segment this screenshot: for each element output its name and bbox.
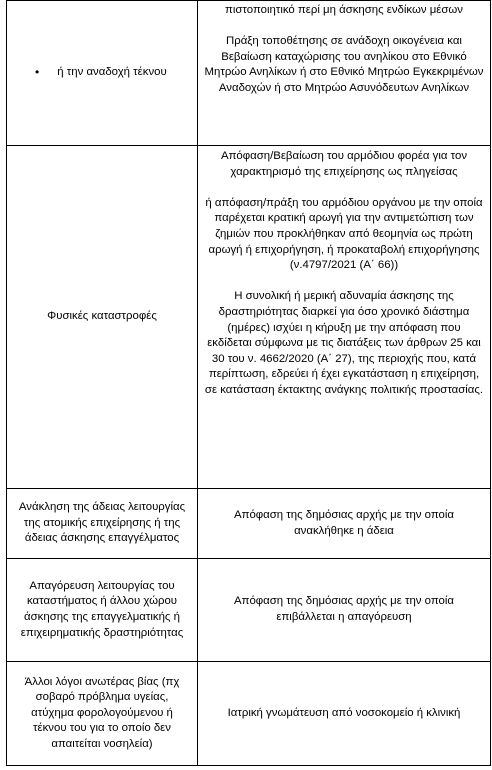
table-cell-left: [7, 489, 198, 559]
table-cell-right: [198, 662, 491, 766]
cell-text: Άλλοι λόγοι ανωτέρας βίας (πχ σοβαρό πρόβλημα υγείας, ατύχημα φορολογούμενου ή τέκνου του για το οποίο δεν απαιτείται νοσηλεία): [24, 675, 180, 750]
cell-text: Απαγόρευση λειτουργίας του καταστήματος ή άλλου χώρου άσκησης της επαγγελματικής ή επιχειρηματικής δραστηριότητας: [20, 579, 184, 639]
cell-text: ή την αναδοχή τέκνου: [57, 66, 167, 79]
table-cell-left: [7, 662, 198, 766]
document-table: [6, 0, 491, 766]
table-cell-right: [198, 489, 491, 559]
cell-paragraph: Η συνολική ή μερική αδυναμία άσκησης της δραστηριότητας διαρκεί για όσο χρονικό διάστημα (ημέρες) ισχύει η κήρυξη με την απόφαση που εκδίδεται σύμφωνα με τις διατάξεις των άρθρων 25 και 30 του ν. 4662/2020 (Α΄ 27), της περιοχής που, κατά περίπτωση, εδρεύει ή έχει εγκατάσταση η επιχείρηση, σε κατάσταση έκτακτης ανάγκης πολιτικής προστασίας.: [204, 290, 484, 396]
table-cell-left: [7, 146, 198, 489]
cell-text: Ανάκληση της άδειας λειτουργίας της ατομικής επιχείρησης ή της άδειας άσκησης επαγγέλματος: [18, 501, 186, 545]
table-row: [7, 1, 491, 146]
cell-paragraph: πιστοποιητικό περί μη άσκησης ενδίκων μέσων: [225, 4, 463, 16]
table-cell-right: [198, 559, 491, 662]
cell-paragraph: ή απόφαση/πράξη του αρμόδιου οργάνου με την οποία παρέχεται κρατική αρωγή για την αντιμετώπιση των ζημιών που προκλήθηκαν από θεομηνία ως πρώτη αρωγή ή επιχορήγηση, ή προκαταβολή επιχορήγησης (ν.4797/2021 (Α΄ 66)): [205, 196, 483, 272]
table-cell-right: [198, 1, 491, 146]
table-cell-left: [7, 1, 198, 146]
bullet-item: [7, 65, 197, 81]
table-row: [7, 146, 491, 489]
cell-paragraph: Απόφαση/Βεβαίωση του αρμόδιου φορέα για τον χαρακτηρισμό της επιχείρησης ως πληγείσας: [220, 150, 468, 178]
table-row: [7, 559, 491, 662]
table-cell-right: [198, 146, 491, 489]
cell-paragraph: Πράξη τοποθέτησης σε ανάδοχη οικογένεια και Βεβαίωση καταχώρισης του ανηλίκου στο Εθνικό Μητρώο Ανηλίκων ή στο Εθνικό Μητρώο Εγκεκριμένων Αναδοχών ή στο Μητρώο Ασυνόδευτων Ανηλίκων: [204, 35, 484, 94]
cell-text: Απόφαση της δημόσιας αρχής με την οποία επιβάλλεται η απαγόρευση: [233, 595, 454, 623]
cell-text: Ιατρική γνωμάτευση από νοσοκομείο ή κλινική: [227, 706, 461, 719]
cell-text: Φυσικές καταστροφές: [47, 310, 157, 323]
table-row: [7, 662, 491, 766]
cell-text: Απόφαση της δημόσιας αρχής με την οποία ανακλήθηκε η άδεια: [233, 508, 454, 537]
table-row: [7, 489, 491, 559]
table-cell-left: [7, 559, 198, 662]
bullet-icon: •: [35, 65, 40, 80]
